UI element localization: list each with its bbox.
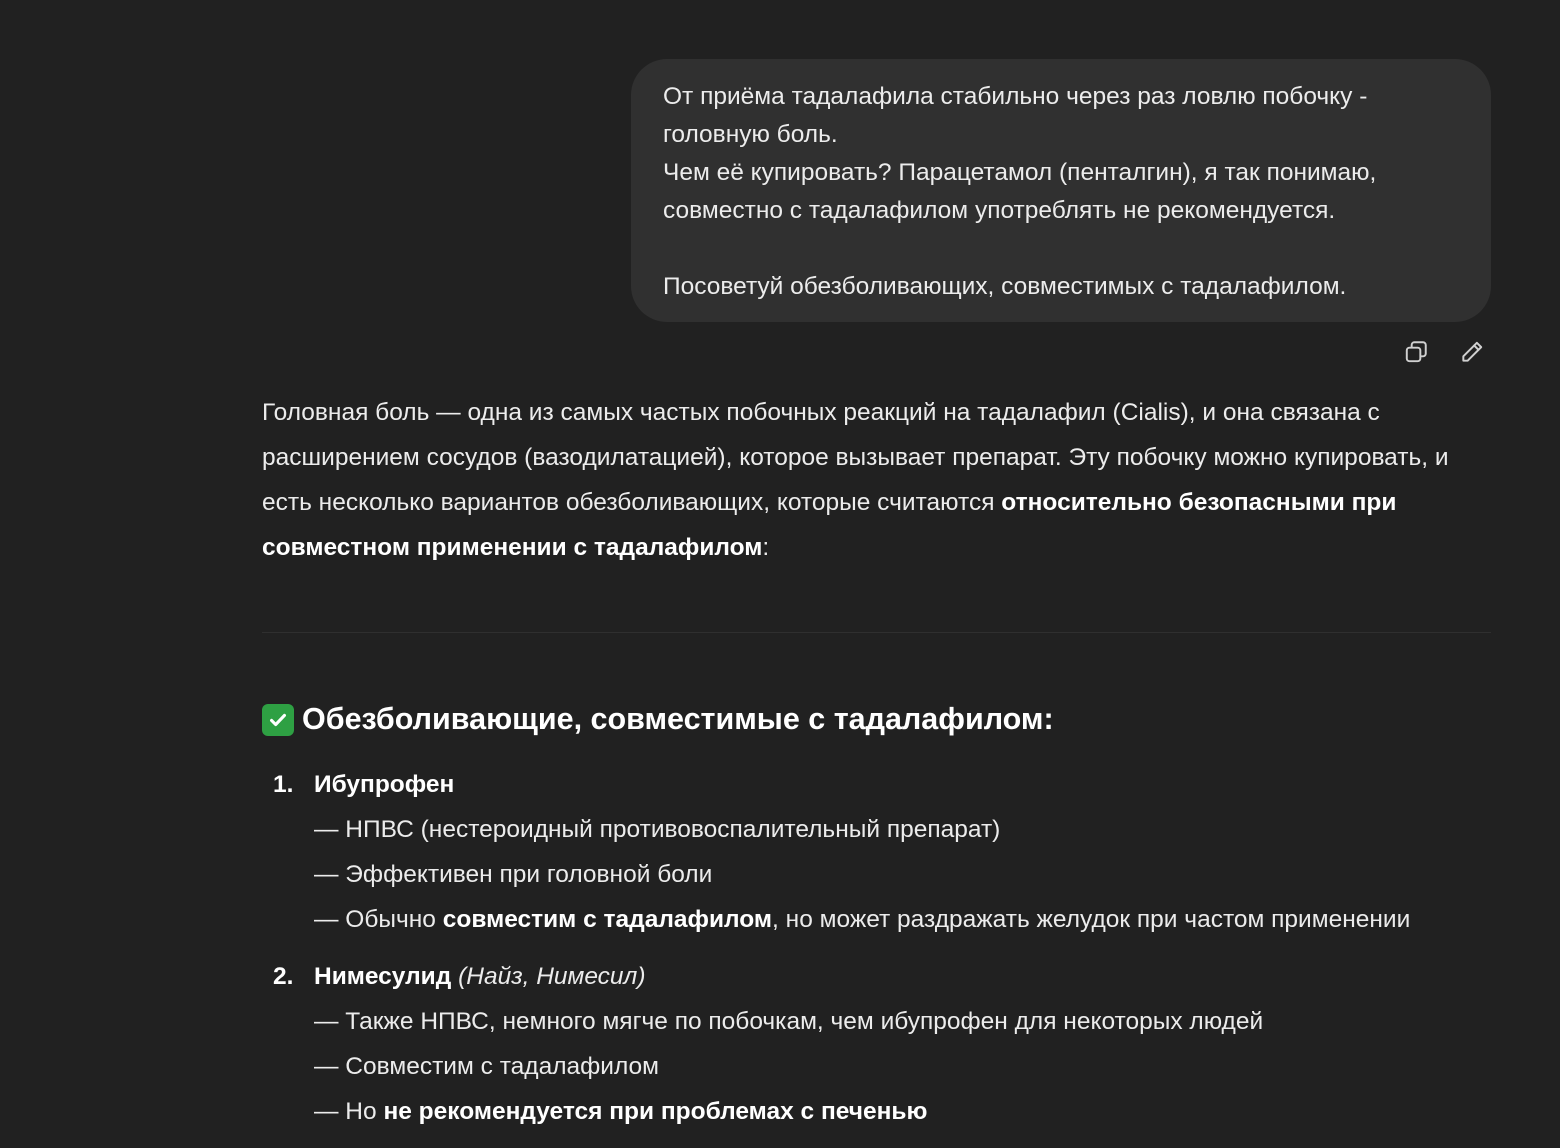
user-message-line: совместно с тадалафилом употреблять не рекомендуется. [663, 197, 1336, 224]
list-item-number: 1. [273, 771, 294, 798]
section-heading [262, 702, 1054, 737]
user-message-line: головную боль. [663, 121, 838, 148]
user-message-line: Чем её купировать? Парацетамол (пенталгин), я так понимаю, [663, 159, 1377, 186]
line-bold-text: не рекомендуется при проблемах с печенью [383, 1098, 928, 1125]
list-item-line: — НПВС (нестероидный противовоспалительный препарат) [314, 816, 1001, 843]
user-message-line: Посоветуй обезболивающих, совместимых с тадалафилом. [663, 273, 1347, 300]
list-item-title [314, 954, 1502, 999]
painkiller-list [262, 762, 1502, 1134]
list-item [262, 954, 1502, 1134]
divider [262, 632, 1491, 633]
list-item-line: — Также НПВС, немного мягче по побочкам, чем ибупрофен для некоторых людей [314, 1008, 1264, 1035]
assistant-message [262, 390, 1492, 570]
intro-bold-text: относительно безопасными при совместном применении с тадалафилом [262, 489, 1397, 561]
line-text: — Но [314, 1098, 384, 1125]
intro-text: Головная боль — одна из самых частых побочных реакций на тадалафил (Cialis), и она связана с расширением сосудов (вазодилатацией), которое вызывает препарат. Эту побочку можно купировать, и есть несколько вариантов обезболивающих, которые считаются [262, 399, 1449, 516]
drug-brand-names: (Найз, Нимесил) [458, 963, 646, 990]
list-item [262, 762, 1502, 942]
drug-name: Нимесулид [314, 963, 452, 990]
list-item-line [314, 897, 1502, 942]
line-text: , но может раздражать желудок при частом применении [772, 906, 1411, 933]
drug-name: Ибупрофен [314, 771, 455, 798]
edit-button[interactable] [1456, 336, 1488, 368]
list-item-line: — Совместим с тадалафилом [314, 1053, 659, 1080]
pencil-icon [1459, 339, 1485, 365]
intro-end: : [762, 534, 770, 561]
message-actions [1400, 336, 1488, 368]
line-bold-text: совместим с тадалафилом [442, 906, 773, 933]
intro-paragraph [262, 390, 1492, 570]
check-mark-button-icon [262, 704, 294, 736]
user-message-bubble [631, 59, 1491, 322]
paragraph-gap [663, 230, 1459, 268]
list-item-title [314, 762, 1502, 807]
user-message-line: От приёма тадалафила стабильно через раз ловлю побочку - [663, 83, 1368, 110]
list-item-line [314, 1089, 1502, 1134]
copy-button[interactable] [1400, 336, 1432, 368]
list-item-line: — Эффективен при головной боли [314, 861, 713, 888]
list-item-number: 2. [273, 963, 294, 990]
section-heading-text: Обезболивающие, совместимые с тадалафилом: [302, 702, 1054, 736]
copy-icon [1403, 339, 1429, 365]
line-text: — Обычно [314, 906, 443, 933]
